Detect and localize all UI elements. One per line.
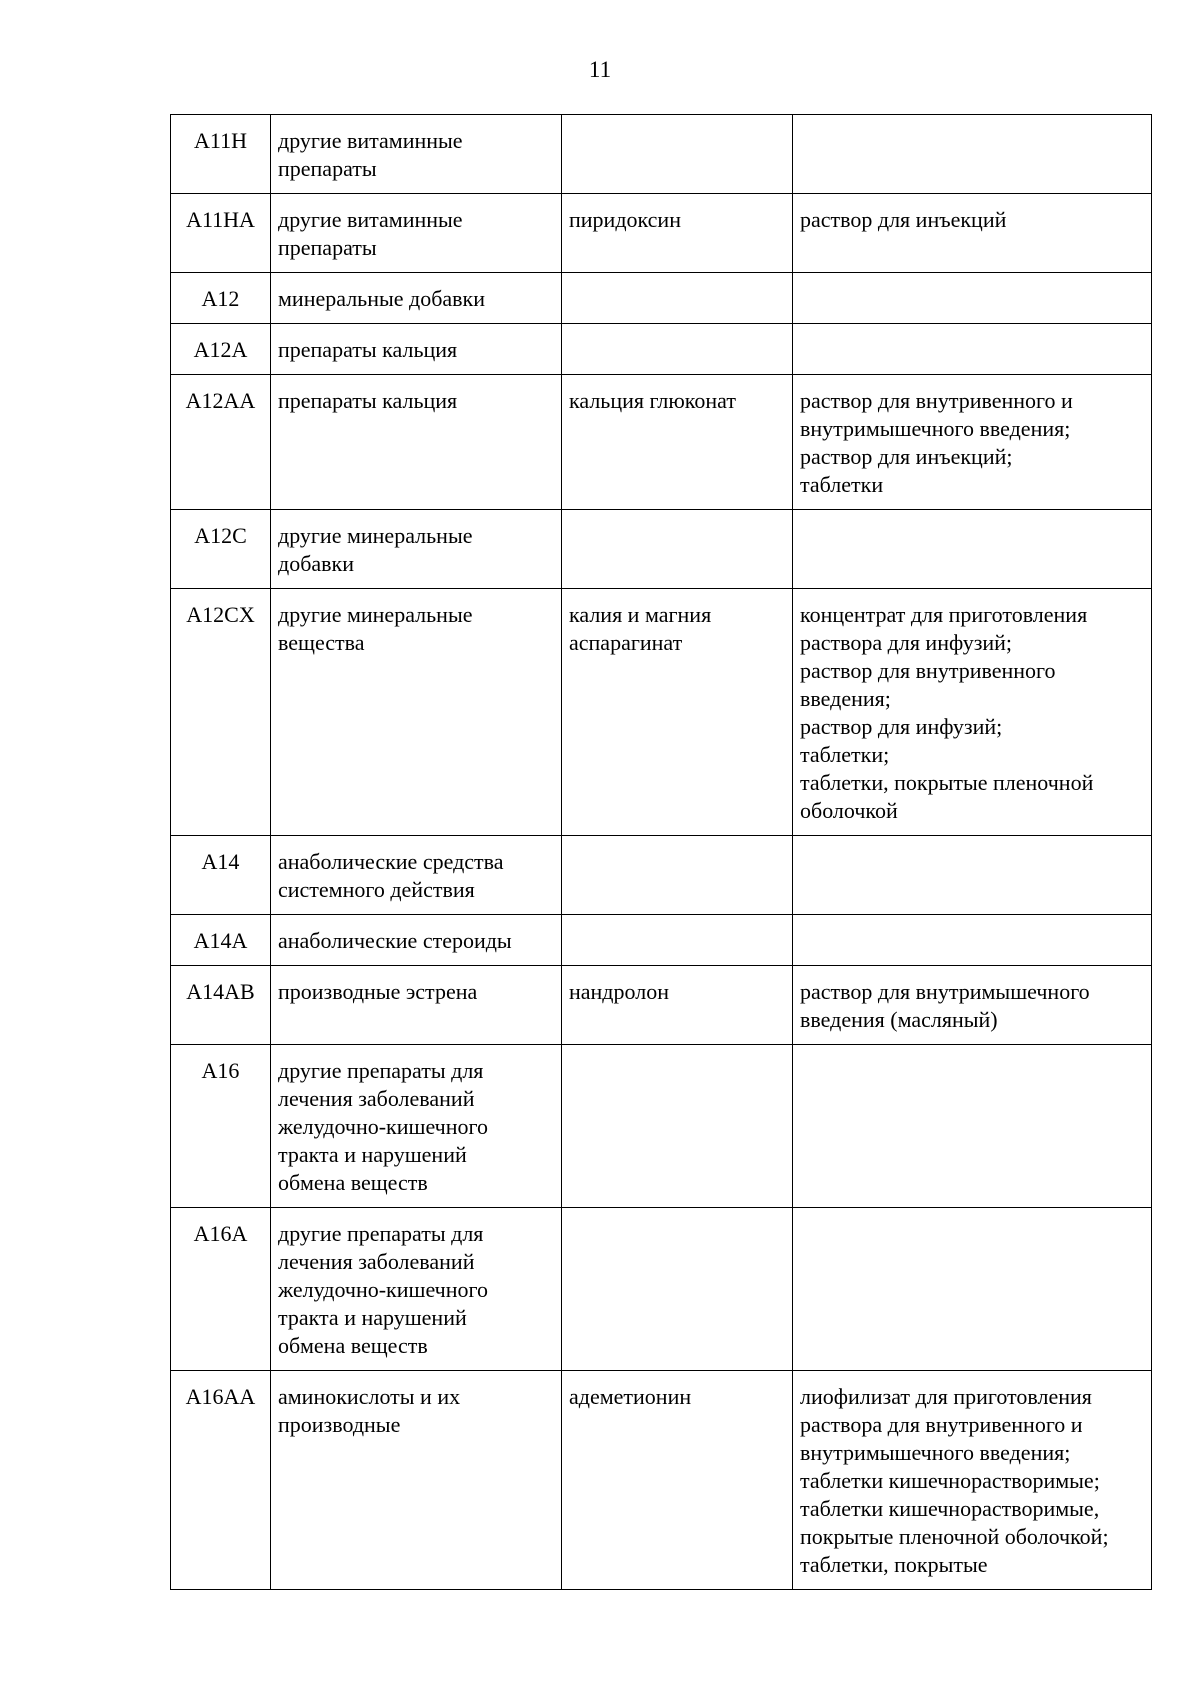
cell-text-line: таблетки; (800, 742, 890, 767)
cell-text-line: раствор для инъекций; (800, 444, 1013, 469)
dosage-forms-cell (793, 115, 1152, 194)
cell-text-line: тракта и нарушений (278, 1305, 467, 1330)
cell-text-line: желудочно-кишечного (278, 1277, 488, 1302)
dosage-forms-cell (793, 324, 1152, 375)
cell-text-line: другие витаминные (278, 128, 463, 153)
cell-text-line: аспарагинат (569, 630, 683, 655)
code-cell (171, 966, 271, 1045)
atc-code: A12CX (186, 602, 255, 627)
cell-text-line: введения (масляный) (800, 1007, 998, 1032)
cell-text-line: оболочкой (800, 798, 898, 823)
group-cell (271, 510, 562, 589)
atc-code: A12AA (185, 388, 256, 413)
table-row (171, 836, 1152, 915)
drug-cell (562, 194, 793, 273)
code-cell (171, 115, 271, 194)
code-cell (171, 836, 271, 915)
atc-code: A14AB (186, 979, 255, 1004)
cell-text-line: лечения заболеваний (278, 1086, 475, 1111)
page-number: 11 (588, 57, 612, 82)
drug-cell (562, 589, 793, 836)
cell-text-line: желудочно-кишечного (278, 1114, 488, 1139)
cell-text-line: концентрат для приготовления (800, 602, 1088, 627)
group-cell (271, 375, 562, 510)
dosage-forms-cell (793, 836, 1152, 915)
drug-classification-table (170, 114, 1152, 1590)
dosage-forms-cell (793, 375, 1152, 510)
cell-text-line: добавки (278, 551, 355, 576)
cell-text-line: кальция глюконат (569, 388, 736, 413)
table-row (171, 589, 1152, 836)
table-row (171, 324, 1152, 375)
cell-text-line: раствор для внутримышечного (800, 979, 1090, 1004)
drug-cell (562, 510, 793, 589)
cell-text-line: таблетки, покрытые пленочной (800, 770, 1094, 795)
cell-text-line: раствор для инъекций (800, 207, 1007, 232)
group-cell (271, 915, 562, 966)
code-cell (171, 1045, 271, 1208)
table-row (171, 115, 1152, 194)
group-cell (271, 589, 562, 836)
code-cell (171, 375, 271, 510)
cell-text-line: раствор для внутривенного и (800, 388, 1073, 413)
cell-text-line: раствора для внутривенного и (800, 1412, 1083, 1437)
atc-code: A11HA (186, 207, 255, 232)
group-cell (271, 115, 562, 194)
atc-code: A16AA (185, 1384, 256, 1409)
drug-cell (562, 375, 793, 510)
cell-text-line: вещества (278, 630, 365, 655)
code-cell (171, 194, 271, 273)
table-row (171, 966, 1152, 1045)
cell-text-line: анаболические стероиды (278, 928, 512, 953)
table-row (171, 1045, 1152, 1208)
atc-code: A12 (201, 286, 240, 311)
group-cell (271, 1208, 562, 1371)
cell-text-line: покрытые пленочной оболочкой; (800, 1524, 1109, 1549)
cell-text-line: таблетки, покрытые (800, 1552, 988, 1577)
dosage-forms-cell (793, 1371, 1152, 1590)
cell-text-line: препараты кальция (278, 388, 458, 413)
drug-cell (562, 966, 793, 1045)
drug-cell (562, 836, 793, 915)
cell-text-line: раствора для инфузий; (800, 630, 1013, 655)
dosage-forms-cell (793, 1045, 1152, 1208)
dosage-forms-cell (793, 194, 1152, 273)
drug-cell (562, 1371, 793, 1590)
code-cell (171, 915, 271, 966)
table-row (171, 1371, 1152, 1590)
drug-cell (562, 273, 793, 324)
cell-text-line: обмена веществ (278, 1170, 428, 1195)
cell-text-line: аминокислоты и их (278, 1384, 461, 1409)
cell-text-line: таблетки кишечнорастворимые; (800, 1468, 1100, 1493)
group-cell (271, 1045, 562, 1208)
table-row (171, 273, 1152, 324)
group-cell (271, 324, 562, 375)
cell-text-line: другие препараты для (278, 1221, 484, 1246)
dosage-forms-cell (793, 1208, 1152, 1371)
cell-text-line: обмена веществ (278, 1333, 428, 1358)
atc-code: A11H (194, 128, 247, 153)
cell-text-line: внутримышечного введения; (800, 1440, 1071, 1465)
cell-text-line: введения; (800, 686, 891, 711)
code-cell (171, 510, 271, 589)
cell-text-line: раствор для инфузий; (800, 714, 1003, 739)
cell-text-line: пиридоксин (569, 207, 681, 232)
group-cell (271, 836, 562, 915)
drug-cell (562, 915, 793, 966)
cell-text-line: другие препараты для (278, 1058, 484, 1083)
code-cell (171, 1208, 271, 1371)
cell-text-line: внутримышечного введения; (800, 416, 1071, 441)
dosage-forms-cell (793, 966, 1152, 1045)
cell-text-line: препараты (278, 156, 377, 181)
cell-text-line: производные (278, 1412, 401, 1437)
cell-text-line: анаболические средства (278, 849, 504, 874)
cell-text-line: лиофилизат для приготовления (800, 1384, 1092, 1409)
cell-text-line: адеметионин (569, 1384, 692, 1409)
table-row (171, 1208, 1152, 1371)
dosage-forms-cell (793, 510, 1152, 589)
code-cell (171, 324, 271, 375)
cell-text-line: другие минеральные (278, 523, 473, 548)
cell-text-line: производные эстрена (278, 979, 478, 1004)
table-row (171, 915, 1152, 966)
group-cell (271, 966, 562, 1045)
cell-text-line: таблетки (800, 472, 884, 497)
dosage-forms-cell (793, 589, 1152, 836)
cell-text-line: нандролон (569, 979, 669, 1004)
atc-code: A12A (193, 337, 248, 362)
cell-text-line: раствор для внутривенного (800, 658, 1056, 683)
code-cell (171, 273, 271, 324)
cell-text-line: калия и магния (569, 602, 712, 627)
atc-code: A12C (194, 523, 247, 548)
atc-code: A14 (201, 849, 240, 874)
cell-text-line: минеральные добавки (278, 286, 486, 311)
cell-text-line: препараты (278, 235, 377, 260)
table-row (171, 375, 1152, 510)
cell-text-line: таблетки кишечнорастворимые, (800, 1496, 1100, 1521)
atc-code: A14A (193, 928, 248, 953)
atc-code: A16A (193, 1221, 248, 1246)
drug-cell (562, 1208, 793, 1371)
table-row (171, 510, 1152, 589)
dosage-forms-cell (793, 915, 1152, 966)
group-cell (271, 1371, 562, 1590)
cell-text-line: системного действия (278, 877, 475, 902)
code-cell (171, 1371, 271, 1590)
table-row (171, 194, 1152, 273)
drug-cell (562, 324, 793, 375)
drug-cell (562, 1045, 793, 1208)
cell-text-line: другие витаминные (278, 207, 463, 232)
group-cell (271, 273, 562, 324)
cell-text-line: тракта и нарушений (278, 1142, 467, 1167)
code-cell (171, 589, 271, 836)
cell-text-line: другие минеральные (278, 602, 473, 627)
cell-text-line: препараты кальция (278, 337, 458, 362)
drug-cell (562, 115, 793, 194)
dosage-forms-cell (793, 273, 1152, 324)
atc-code: A16 (201, 1058, 240, 1083)
cell-text-line: лечения заболеваний (278, 1249, 475, 1274)
group-cell (271, 194, 562, 273)
